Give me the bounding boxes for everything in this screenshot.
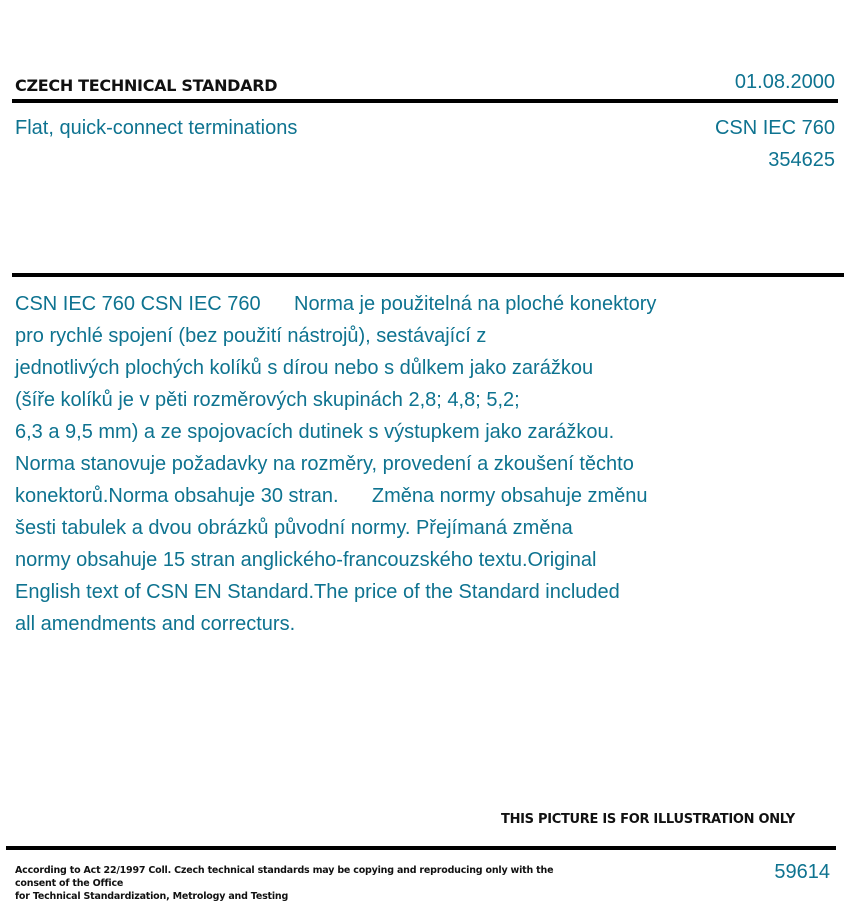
legal-notice	[15, 864, 595, 903]
description-text	[15, 288, 735, 640]
description-line: 6,3 a 9,5 mm) a ze spojovacích dutinek s výstupkem jako zarážkou.	[15, 421, 615, 443]
illustration-disclaimer: THIS PICTURE IS FOR ILLUSTRATION ONLY	[501, 812, 795, 827]
description-line: (šíře kolíků je v pěti rozměrových skupinách 2,8; 4,8; 5,2;	[15, 389, 520, 411]
legal-notice-line: According to Act 22/1997 Coll. Czech technical standards may be copying and reproducing only with the consent of the Office	[15, 865, 554, 889]
description-line: konektorů.Norma obsahuje 30 stran. Změna normy obsahuje změnu	[15, 485, 648, 507]
description-line: all amendments and correcturs.	[15, 613, 296, 635]
document-type-heading: CZECH TECHNICAL STANDARD	[15, 76, 278, 95]
issue-date: 01.08.2000	[734, 71, 835, 93]
section-divider	[12, 273, 844, 277]
header-divider	[12, 99, 838, 103]
classification-number: 354625	[768, 149, 835, 171]
description-line: jednotlivých plochých kolíků s dírou nebo s důlkem jako zarážkou	[15, 357, 594, 379]
description-line: Norma stanovuje požadavky na rozměry, provedení a zkoušení těchto	[15, 453, 634, 475]
standard-code: CSN IEC 760	[714, 117, 835, 139]
description-line: pro rychlé spojení (bez použití nástrojů), sestávající z	[15, 325, 487, 347]
description-line: šesti tabulek a dvou obrázků původní normy. Přejímaná změna	[15, 517, 573, 539]
footer-divider	[6, 846, 836, 850]
legal-notice-line: for Technical Standardization, Metrology and Testing	[15, 891, 289, 902]
page-number: 59614	[774, 861, 830, 883]
description-line: CSN IEC 760 CSN IEC 760 Norma je použitelná na ploché konektory	[15, 293, 657, 315]
description-line: normy obsahuje 15 stran anglického-francouzského textu.Original	[15, 549, 597, 571]
description-line: English text of CSN EN Standard.The price of the Standard included	[15, 581, 620, 603]
standard-title: Flat, quick-connect terminations	[15, 117, 298, 139]
